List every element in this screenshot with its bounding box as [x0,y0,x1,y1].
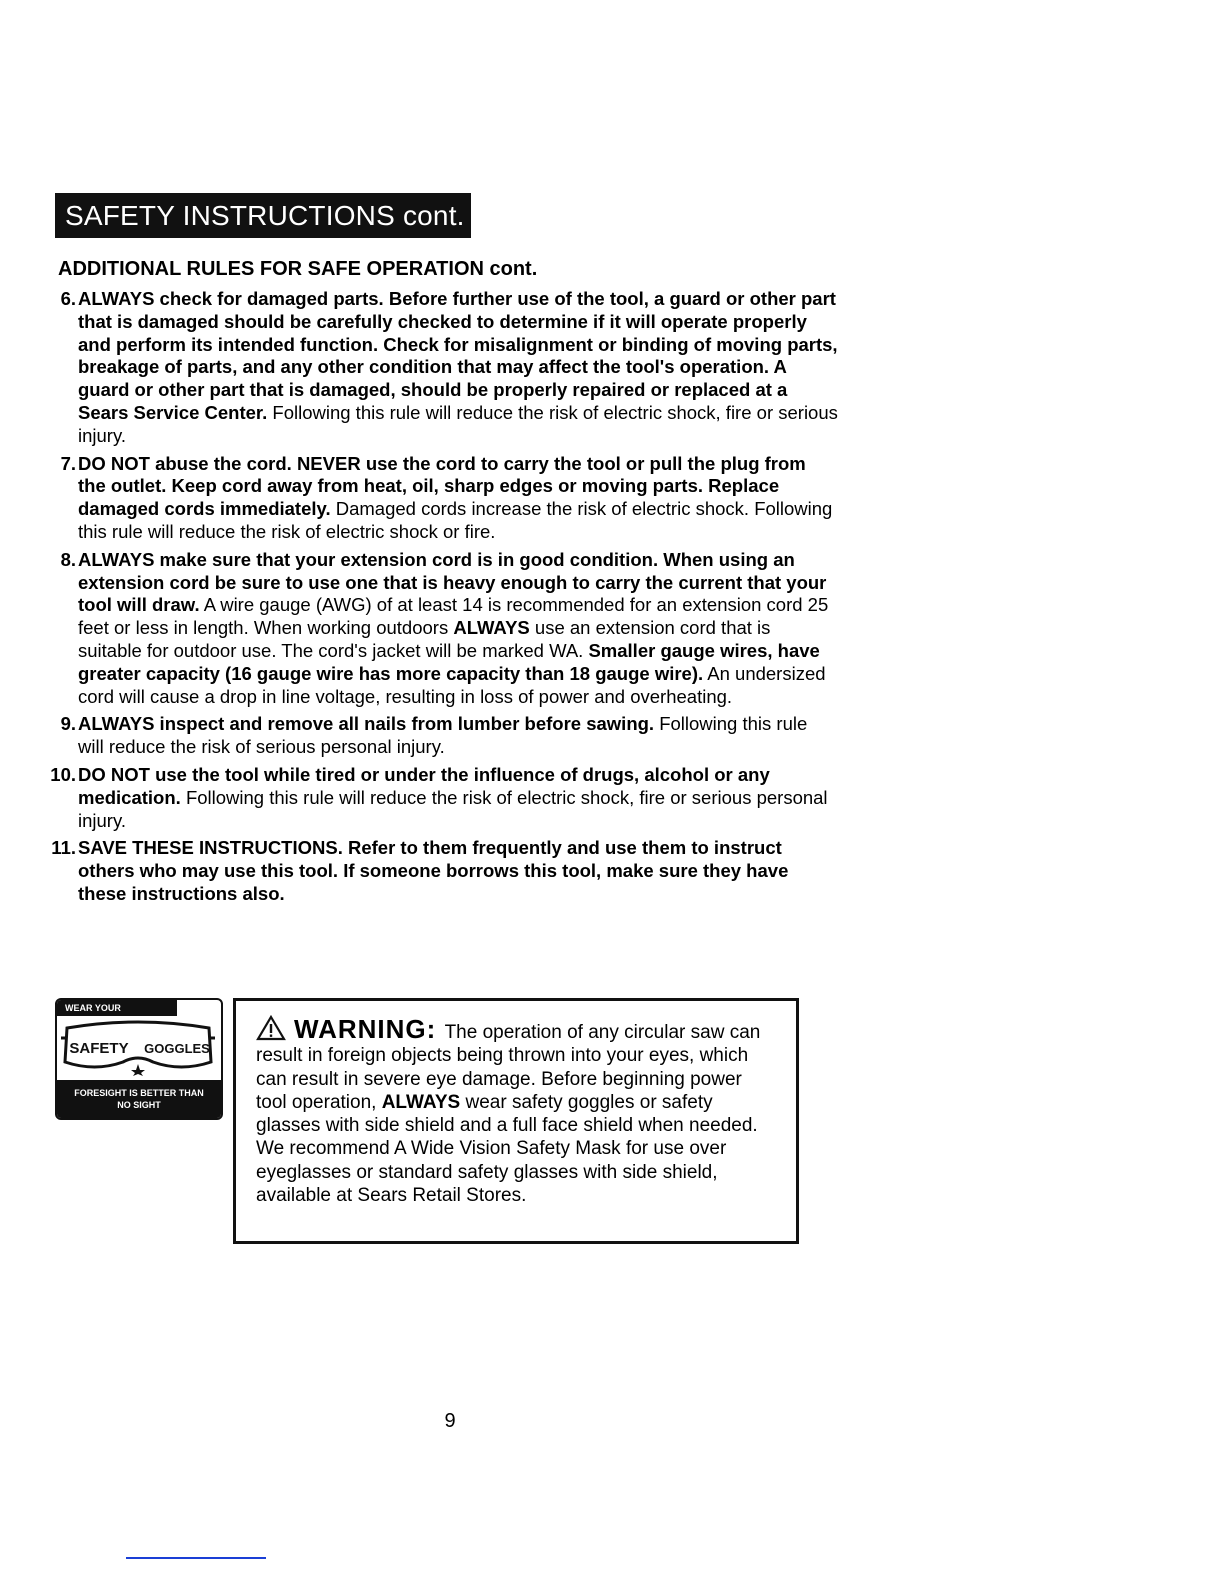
rule-number: 9. [60,713,76,735]
badge-lens-left: SAFETY [69,1040,129,1057]
badge-lens-right: GOGGLES [144,1041,210,1056]
rule-normal-text: An undersized cord will cause a drop in line voltage, resulting in loss of power and overheating. [78,662,826,707]
rule-normal-text: Following this rule will reduce the risk of electric shock, fire or serious injury. [78,401,838,446]
rule-bold-text: DO NOT abuse the cord. NEVER use the cord to carry the tool or pull the plug from the outlet. Keep cord away from heat, oil, sharp edges or moving parts. Replace damaged cords immediately. [78,452,806,520]
rule-bold-text: ALWAYS make sure that your extension cord is in good condition. When using an extension cord be sure to use one that is heavy enough to carry the current that your tool will draw. [78,548,827,616]
rule-item-11 [48,837,838,905]
rule-item-10 [48,764,838,832]
badge-bottom-line1: FORESIGHT IS BETTER THAN [74,1088,204,1098]
page-number: 9 [444,1410,456,1432]
warning-heading-text: WARNING: [294,1014,437,1044]
rules-list [48,288,838,911]
rule-normal-text: Following this rule will reduce the risk of electric shock, fire or serious personal injury. [78,786,828,831]
warning-text: The operation of any circular saw can result in foreign objects being thrown into your eyes, which can result in severe eye damage. Before beginning power tool operation, [256,1022,761,1113]
bottom-divider [126,1557,266,1559]
warning-triangle-icon [256,1015,286,1041]
rule-item-9 [48,713,838,759]
warning-text: wear safety goggles or safety glasses with side shield and a full face shield when needed. We recommend A Wide Vision Safety Mask for use over eyeglasses or standard safety glasses with side shield, available at Sears Retail Stores. [256,1091,758,1207]
section-banner: SAFETY INSTRUCTIONS cont. [55,193,471,238]
rule-item-6 [48,288,838,448]
rule-number: 10. [50,763,76,785]
rule-bold-text: ALWAYS inspect and remove all nails from lumber before sawing. [78,713,655,735]
rule-bold-text: Smaller gauge wires, have greater capacity (16 gauge wire has more capacity than 18 gauge wire). [78,639,820,684]
rule-normal-text: use an extension cord that is suitable for outdoor use. The cord's jacket will be marked WA. [78,617,771,661]
rule-number: 6. [60,288,76,309]
rule-normal-text: Damaged cords increase the risk of electric shock. Following this rule will reduce the risk of electric shock or fire. [78,498,833,542]
rule-item-7 [48,453,838,544]
rule-normal-text: A wire gauge (AWG) of at least 14 is recommended for an extension cord 25 feet or less in length. When working outdoors [78,594,829,639]
rule-bold-text: DO NOT use the tool while tired or under the influence of drugs, alcohol or any medication. [78,763,770,808]
badge-top-text: WEAR YOUR [57,1000,177,1016]
badge-bottom-band [57,1080,221,1118]
rule-normal-text: Following this rule will reduce the risk of serious personal injury. [78,713,808,758]
rule-number: 7. [60,452,76,474]
warning-box [233,998,799,1244]
rule-bold-text: ALWAYS [453,617,530,639]
warning-bold-text: ALWAYS [381,1091,461,1113]
safety-goggles-badge [55,998,223,1120]
rule-bold-text: ALWAYS check for damaged parts. Before further use of the tool, a guard or other part that is damaged should be carefully checked to determine if it will operate properly and perform its intended function. Check for misalignment or binding of moving parts, breakage of parts, and any other condition that may affect the tool's operation. A guard or other part that is damaged, should be properly repaired or replaced at a Sears Service Center. [78,288,838,423]
warning-heading [256,1014,445,1044]
rule-number: 8. [60,548,76,570]
badge-bottom-line2: NO SIGHT [117,1100,161,1110]
rule-item-8 [48,549,838,709]
rule-bold-text: SAVE THESE INSTRUCTIONS. Refer to them frequently and use them to instruct others who may use this tool. If someone borrows this tool, make sure they have these instructions also. [78,837,789,904]
rule-number: 11. [51,837,76,859]
safety-goggles-icon [61,1018,215,1076]
section-subheading: ADDITIONAL RULES FOR SAFE OPERATION cont. [58,258,538,280]
